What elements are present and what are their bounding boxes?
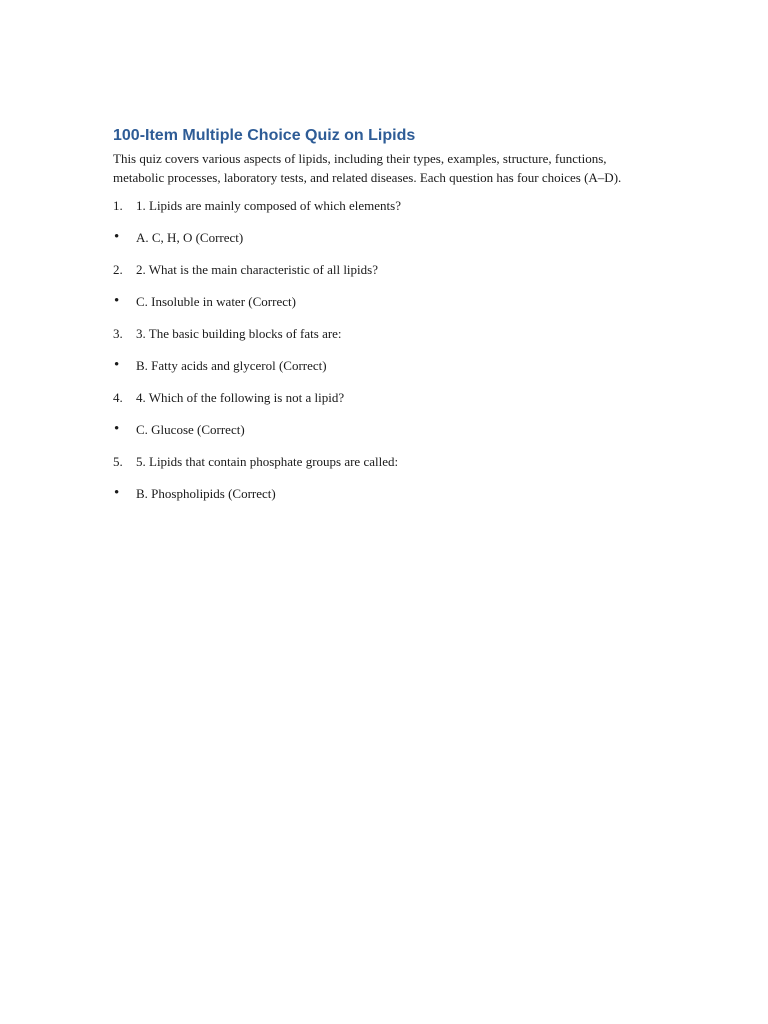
list-number: 5. [113,454,123,469]
bullet-marker: • [114,293,120,309]
question-text: 3. The basic building blocks of fats are: [136,326,342,341]
bullet-marker: • [114,357,120,373]
document-body [113,126,653,517]
list-number: 2. [113,262,123,277]
answer-text: C. Insoluble in water (Correct) [136,294,296,309]
document-title: 100-Item Multiple Choice Quiz on Lipids [113,127,416,144]
question-text: 2. What is the main characteristic of all lipids? [136,262,378,277]
question-text: 5. Lipids that contain phosphate groups are called: [136,454,399,469]
question-text: 4. Which of the following is not a lipid? [136,390,345,405]
question-text: 1. Lipids are mainly composed of which elements? [136,198,401,213]
question-item [113,261,653,293]
list-number: 3. [113,326,123,341]
list-number: 1. [113,198,123,213]
answer-item [113,229,653,261]
answer-text: A. C, H, O (Correct) [136,230,244,245]
question-item [113,197,653,229]
answer-text: B. Phospholipids (Correct) [136,486,276,501]
answer-item [113,421,653,453]
list-number: 4. [113,390,123,405]
bullet-marker: • [114,229,120,245]
answer-item [113,293,653,325]
answer-text: C. Glucose (Correct) [136,422,245,437]
question-item [113,325,653,357]
answer-item [113,357,653,389]
question-item [113,453,653,485]
answer-item [113,485,653,517]
bullet-marker: • [114,485,120,501]
question-item [113,389,653,421]
answer-text: B. Fatty acids and glycerol (Correct) [136,358,327,373]
bullet-marker: • [114,421,120,437]
intro-paragraph: This quiz covers various aspects of lipids, including their types, examples, structure, functions, metabolic processes, laboratory tests, and related diseases. Each question has four choices (A–D). [113,151,622,185]
quiz-list [113,197,653,517]
